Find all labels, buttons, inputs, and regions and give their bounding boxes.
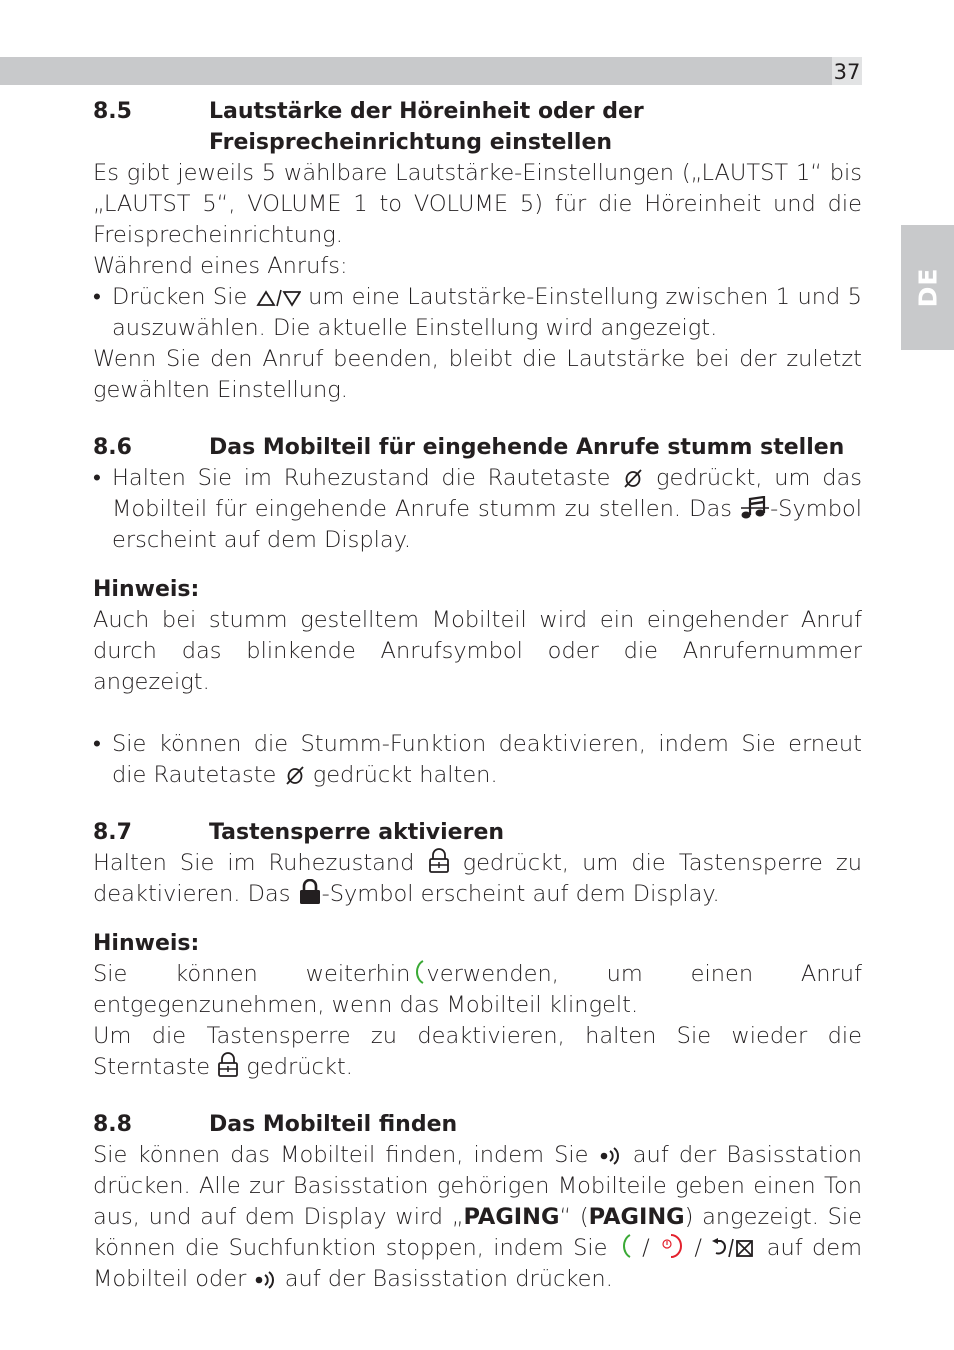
lock-key-icon: [428, 848, 450, 874]
language-tab: [901, 225, 954, 350]
paragraph: Halten Sie im Ruhezustand gedrückt, um die Tastensperre zu deaktivieren. Das -Symbol erscheint auf dem Display.: [93, 850, 862, 907]
page-content: [93, 96, 862, 1295]
section-title: Lautstärke der Höreinheit oder der Freisprecheinrichtung einstellen: [209, 99, 644, 155]
header-bar: [0, 57, 832, 85]
note-heading: Hinweis:: [93, 931, 200, 956]
section-heading-8-5: [93, 96, 862, 158]
section-number: 8.7: [93, 820, 132, 845]
section-number: 8.6: [93, 435, 132, 460]
section-title: Tastensperre aktivieren: [209, 820, 505, 845]
paragraph: Es gibt jeweils 5 wählbare Lautstärke-Einstellungen („LAUTST 1“ bis „LAUTST 5“, VOLUME 1 to VOLUME 5) für die Höreinheit und die Freisprecheinrichtung.: [93, 160, 862, 248]
hash-key-icon: [622, 467, 644, 489]
paging-icon: [254, 1270, 278, 1290]
section-heading-8-6: [93, 432, 862, 463]
paragraph: Sie können das Mobilteil finden, indem Sie auf der Basisstation drücken. Alle zur Basisstation gehörigen Mobilteile geben einen Ton aus, und auf dem Display wird „PAGING“ (PAGING) angezeigt. Sie können die Suchfunktion stoppen, indem Sie / / auf dem Mobilteil oder auf der Basisstation drücken.: [93, 1142, 863, 1292]
section-title: Das Mobilteil finden: [209, 1112, 458, 1137]
note-text: Auch bei stumm gestelltem Mobilteil wird ein eingehender Anruf durch das blinkende Anrufsymbol oder die Anrufernummer angezeigt.: [93, 607, 862, 695]
volume-up-down-icon: [255, 288, 301, 308]
paragraph: Wenn Sie den Anruf beenden, bleibt die Lautstärke bei der zuletzt gewählten Einstellung.: [93, 346, 862, 403]
note-text: Sie können weiterhin verwenden, um einen Anruf entgegenzunehmen, wenn das Mobilteil klingelt.: [93, 961, 862, 1018]
talk-key-icon: [410, 959, 426, 985]
section-number: 8.8: [93, 1112, 132, 1137]
back-delete-icon: [711, 1237, 757, 1259]
section-heading-8-7: [93, 817, 862, 848]
hash-key-icon: [284, 764, 306, 786]
paging-icon: [599, 1146, 623, 1166]
talk-key-icon: [617, 1233, 633, 1259]
paragraph: Während eines Anrufs:: [93, 253, 348, 279]
lock-symbol-icon: [298, 879, 322, 905]
lock-key-icon: [217, 1052, 239, 1078]
ringer-off-icon: [740, 496, 770, 520]
page-number: 37: [832, 57, 862, 85]
language-label: DE: [913, 267, 942, 308]
bullet-item: • Halten Sie im Ruhezustand die Rautetaste gedrückt, um das Mobilteil für eingehende Anrufe stumm zu stellen. Das -Symbol erscheint auf dem Display.: [93, 465, 863, 553]
section-heading-8-8: [93, 1109, 862, 1140]
bullet-item: • Drücken Sie um eine Lautstärke-Einstellung zwischen 1 und 5 auszuwählen. Die aktuelle Einstellung wird angezeigt.: [93, 284, 862, 341]
bullet-item: • Sie können die Stumm-Funktion deaktivieren, indem Sie erneut die Rautetaste gedrückt halten.: [93, 731, 862, 788]
note-heading: Hinweis:: [93, 577, 200, 602]
section-title: Das Mobilteil für eingehende Anrufe stumm stellen: [209, 435, 845, 460]
end-call-icon: [659, 1233, 685, 1259]
section-number: 8.5: [93, 99, 132, 124]
note-text: Um die Tastensperre zu deaktivieren, halten Sie wieder die Sterntaste gedrückt.: [93, 1023, 862, 1080]
